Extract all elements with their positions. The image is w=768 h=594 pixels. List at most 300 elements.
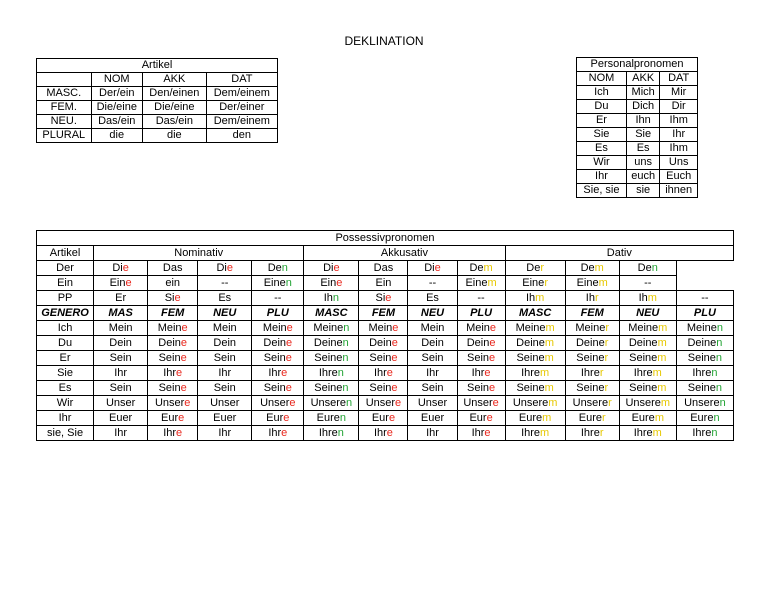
possessiv-cell xyxy=(619,426,676,441)
word-stem: sie, Sie xyxy=(47,426,84,439)
possessiv-cell xyxy=(94,366,148,381)
word-stem: NEU xyxy=(420,306,445,319)
colored-ending: n xyxy=(716,321,723,334)
word-stem: Seine xyxy=(629,381,658,394)
personal-cell: Ihr xyxy=(577,170,627,184)
possessiv-cell xyxy=(565,291,619,306)
colored-ending: r xyxy=(604,351,609,364)
possessiv-cell xyxy=(94,306,148,321)
possessiv-cell xyxy=(565,381,619,396)
word-stem: Ihr xyxy=(163,366,177,379)
word-stem: Unser xyxy=(105,396,136,409)
colored-ending: e xyxy=(285,381,292,394)
word-stem: Euer xyxy=(108,411,133,424)
possessiv-cell xyxy=(408,381,457,396)
personal-row xyxy=(577,156,698,170)
colored-ending: r xyxy=(605,321,610,334)
possessiv-cell xyxy=(408,276,457,291)
possessiv-cell xyxy=(619,411,676,426)
possessiv-cell xyxy=(148,291,198,306)
word-stem: Das xyxy=(373,261,394,274)
possessiv-cell xyxy=(304,366,359,381)
artikel-row xyxy=(37,101,278,115)
possessiv-row xyxy=(37,381,734,396)
possessiv-row xyxy=(37,426,734,441)
personal-cell: Ihn xyxy=(626,114,659,128)
word-stem: Der xyxy=(56,261,74,274)
word-stem: Sein xyxy=(466,351,490,364)
possessiv-cell xyxy=(148,306,198,321)
possessiv-cell xyxy=(252,336,304,351)
word-stem: Sein xyxy=(466,381,490,394)
word-stem: Sie xyxy=(57,366,73,379)
possessiv-cell xyxy=(148,396,198,411)
artikel-header-cell: NOM xyxy=(91,73,142,87)
possessiv-cell xyxy=(304,261,359,276)
personal-row xyxy=(577,142,698,156)
word-stem: De xyxy=(267,261,282,274)
colored-ending: n xyxy=(343,321,350,334)
personal-cell: uns xyxy=(626,156,659,170)
word-stem: Eine xyxy=(522,276,545,289)
word-stem: De xyxy=(526,261,541,274)
colored-ending: m xyxy=(658,321,668,334)
word-stem: Deine xyxy=(516,336,545,349)
personal-row xyxy=(577,86,698,100)
possessiv-cell xyxy=(457,411,505,426)
personal-row xyxy=(577,184,698,198)
personal-cell: Ich xyxy=(577,86,627,100)
word-stem: Ihre xyxy=(633,366,653,379)
possessiv-cell xyxy=(619,306,676,321)
word-stem: Eure xyxy=(631,411,655,424)
word-stem: Eur xyxy=(266,411,284,424)
colored-ending: e xyxy=(388,411,396,424)
personalpronomen-table xyxy=(576,57,698,198)
word-stem: Ihr xyxy=(114,366,128,379)
possessiv-cell xyxy=(359,426,408,441)
word-stem: Dein xyxy=(109,336,132,349)
possessiv-cell xyxy=(408,306,457,321)
colored-ending: e xyxy=(286,321,293,334)
possessiv-cell xyxy=(676,291,733,306)
possessiv-cell xyxy=(94,381,148,396)
colored-ending: e xyxy=(122,261,129,274)
word-stem: MAS xyxy=(108,306,133,319)
possessiv-cell xyxy=(565,396,619,411)
artikel-row-label: FEM. xyxy=(37,101,92,115)
word-stem: Seine xyxy=(516,351,545,364)
possessiv-cell xyxy=(252,396,304,411)
possessiv-cell xyxy=(619,336,676,351)
possessiv-cell xyxy=(148,366,198,381)
word-stem: Unser xyxy=(260,396,290,409)
word-stem: Ihr xyxy=(471,426,485,439)
colored-ending: m xyxy=(483,261,493,274)
possessiv-row-label xyxy=(37,276,94,291)
word-stem: Ihr xyxy=(218,366,232,379)
colored-ending: e xyxy=(391,336,398,349)
word-stem: Euer xyxy=(420,411,445,424)
colored-ending: m xyxy=(647,291,657,304)
possessiv-cell xyxy=(457,321,505,336)
possessiv-cell xyxy=(252,276,304,291)
word-stem: Ein xyxy=(320,276,337,289)
word-stem: Ihr xyxy=(268,426,282,439)
word-stem: Mein xyxy=(108,321,133,334)
word-stem: Eure xyxy=(578,411,602,424)
word-stem: Deine xyxy=(313,336,343,349)
possessiv-cell xyxy=(198,381,252,396)
possessiv-cell xyxy=(619,351,676,366)
colored-ending: m xyxy=(652,426,662,439)
word-stem: Mein xyxy=(212,321,237,334)
group-akkusativ: Akkusativ xyxy=(304,246,505,261)
word-stem: Deine xyxy=(575,336,605,349)
colored-ending: r xyxy=(594,291,599,304)
colored-ending: m xyxy=(544,336,555,349)
colored-ending: n xyxy=(342,351,349,364)
possessiv-cell xyxy=(304,396,359,411)
possessiv-row-label xyxy=(37,396,94,411)
personal-cell: euch xyxy=(626,170,659,184)
possessiv-cell xyxy=(565,261,619,276)
colored-ending: m xyxy=(594,261,604,274)
word-stem: Es xyxy=(426,291,439,304)
word-stem: Ein xyxy=(109,276,126,289)
possessiv-cell xyxy=(304,321,359,336)
word-stem: -- xyxy=(644,276,652,289)
word-stem: Unser xyxy=(463,396,493,409)
possessiv-cell xyxy=(359,396,408,411)
word-stem: Sein xyxy=(421,351,444,364)
possessiv-cell xyxy=(94,261,148,276)
word-stem: Eine xyxy=(576,276,599,289)
colored-ending: n xyxy=(339,411,347,424)
word-stem: Dein xyxy=(421,336,444,349)
word-stem: -- xyxy=(428,276,437,289)
personal-cell: Er xyxy=(577,114,627,128)
possessiv-cell xyxy=(252,306,304,321)
possessiv-cell xyxy=(94,291,148,306)
word-stem: Sein xyxy=(213,381,236,394)
possessiv-cell xyxy=(676,426,733,441)
possessiv-row xyxy=(37,336,734,351)
colored-ending: e xyxy=(281,426,288,439)
word-stem: Er xyxy=(59,351,71,364)
possessiv-cell xyxy=(359,306,408,321)
possessiv-cell xyxy=(457,291,505,306)
word-stem: Sein xyxy=(213,351,236,364)
personal-cell: Sie xyxy=(577,128,627,142)
possessiv-cell xyxy=(94,396,148,411)
colored-ending: n xyxy=(715,351,723,364)
colored-ending: m xyxy=(535,291,545,304)
colored-ending: e xyxy=(386,426,393,439)
possessiv-cell xyxy=(252,366,304,381)
colored-ending: m xyxy=(652,366,662,379)
possessiv-cell xyxy=(359,261,408,276)
colored-ending: r xyxy=(599,426,604,439)
word-stem: Eure xyxy=(690,411,714,424)
word-stem: Unser xyxy=(365,396,396,409)
possessiv-cell xyxy=(94,351,148,366)
colored-ending: e xyxy=(492,396,499,409)
possessiv-cell xyxy=(359,351,408,366)
artikel-row xyxy=(37,87,278,101)
possessiv-cell xyxy=(408,291,457,306)
colored-ending: r xyxy=(604,381,609,394)
colored-ending: m xyxy=(548,396,558,409)
word-stem: Dein xyxy=(158,336,181,349)
colored-ending: e xyxy=(281,366,288,379)
possessiv-cell xyxy=(94,426,148,441)
word-stem: Seine xyxy=(687,351,716,364)
possessiv-cell xyxy=(565,321,619,336)
possessiv-cell xyxy=(505,411,565,426)
colored-ending: r xyxy=(604,336,609,349)
word-stem: MASC xyxy=(315,306,348,319)
artikel-cell: Das/ein xyxy=(91,115,142,129)
possessiv-row xyxy=(37,276,734,291)
colored-ending: n xyxy=(337,366,344,379)
possessiv-cell xyxy=(619,276,676,291)
possessiv-cell xyxy=(565,306,619,321)
artikel-cell: Das/ein xyxy=(143,115,207,129)
word-stem: Eure xyxy=(518,411,543,424)
possessiv-row xyxy=(37,351,734,366)
personal-cell: Ihm xyxy=(660,114,698,128)
word-stem: Di xyxy=(112,261,123,274)
possessiv-cell xyxy=(198,351,252,366)
possessiv-cell xyxy=(676,351,733,366)
colored-ending: e xyxy=(181,321,188,334)
colored-ending: n xyxy=(711,426,718,439)
colored-ending: e xyxy=(286,336,293,349)
artikel-title: Artikel xyxy=(37,59,278,73)
possessiv-row xyxy=(37,306,734,321)
possessiv-cell xyxy=(359,336,408,351)
word-stem: Sein xyxy=(109,351,132,364)
artikel-row xyxy=(37,129,278,143)
colored-ending: e xyxy=(283,411,290,424)
colored-ending: e xyxy=(174,291,181,304)
possessiv-cell xyxy=(619,396,676,411)
colored-ending: m xyxy=(598,276,608,289)
word-stem: Eur xyxy=(371,411,389,424)
colored-ending: n xyxy=(332,291,340,304)
personal-row xyxy=(577,114,698,128)
colored-ending: n xyxy=(715,381,723,394)
personal-cell: Dir xyxy=(660,100,698,114)
artikel-cell: den xyxy=(206,129,277,143)
word-stem: Unsere xyxy=(512,396,549,409)
word-stem: Sein xyxy=(369,381,392,394)
possessiv-cell xyxy=(94,276,148,291)
possessiv-cell xyxy=(457,426,505,441)
colored-ending: e xyxy=(489,351,496,364)
colored-ending: e xyxy=(386,366,393,379)
colored-ending: r xyxy=(544,276,548,289)
word-stem: Unser xyxy=(154,396,185,409)
word-stem: FEM xyxy=(580,306,604,319)
possessiv-row-label xyxy=(37,411,94,426)
possessiv-cell xyxy=(457,396,505,411)
artikel-row-label: MASC. xyxy=(37,87,92,101)
possessiv-cell xyxy=(252,321,304,336)
possessiv-cell xyxy=(408,336,457,351)
word-stem: Deine xyxy=(687,336,717,349)
colored-ending: e xyxy=(285,351,292,364)
personal-cell: Uns xyxy=(660,156,698,170)
colored-ending: m xyxy=(544,351,554,364)
possessiv-cell xyxy=(304,381,359,396)
word-stem: Ihre xyxy=(318,366,338,379)
word-stem: PLU xyxy=(693,306,716,319)
possessiv-title: Possessivpronomen xyxy=(37,231,734,246)
word-stem: Meine xyxy=(686,321,717,334)
colored-ending: e xyxy=(336,276,343,289)
artikel-row xyxy=(37,115,278,129)
personal-cell: Mir xyxy=(660,86,698,100)
possessiv-cell xyxy=(565,336,619,351)
possessiv-cell xyxy=(148,336,198,351)
word-stem: Seine xyxy=(629,351,658,364)
word-stem: Ih xyxy=(585,291,595,304)
word-stem: Ihr xyxy=(114,426,128,439)
word-stem: Dein xyxy=(263,336,287,349)
possessiv-cell xyxy=(359,291,408,306)
personal-header-cell: NOM xyxy=(577,72,627,86)
possessiv-cell xyxy=(94,336,148,351)
word-stem: Er xyxy=(115,291,127,304)
word-stem: Ihre xyxy=(580,426,600,439)
word-stem: FEM xyxy=(161,306,185,319)
possessiv-cell xyxy=(619,321,676,336)
word-stem: Di xyxy=(323,261,334,274)
possessivpronomen-table xyxy=(36,230,734,441)
possessiv-cell xyxy=(505,426,565,441)
possessiv-cell xyxy=(252,411,304,426)
colored-ending: m xyxy=(544,381,554,394)
word-stem: Eine xyxy=(465,276,488,289)
colored-ending: e xyxy=(484,366,491,379)
word-stem: Ihr xyxy=(373,426,387,439)
word-stem: Es xyxy=(218,291,232,304)
word-stem: Unsere xyxy=(625,396,661,409)
possessiv-cell xyxy=(565,366,619,381)
word-stem: Mein xyxy=(262,321,287,334)
possessiv-cell xyxy=(408,366,457,381)
artikel-header-cell: AKK xyxy=(143,73,207,87)
word-stem: Ihr xyxy=(426,366,439,379)
personal-row xyxy=(577,100,698,114)
possessiv-cell xyxy=(676,306,733,321)
possessiv-cell xyxy=(304,411,359,426)
artikel-header-cell: DAT xyxy=(206,73,277,87)
word-stem: Ihre xyxy=(318,426,338,439)
word-stem: Ih xyxy=(323,291,333,304)
possessiv-cell xyxy=(505,291,565,306)
colored-ending: n xyxy=(342,381,349,394)
possessiv-row xyxy=(37,411,734,426)
word-stem: Sein xyxy=(158,351,181,364)
possessiv-cell xyxy=(505,336,565,351)
artikel-cell: Dem/einem xyxy=(206,87,277,101)
word-stem: GENERO xyxy=(41,306,89,319)
possessiv-row-label xyxy=(37,306,94,321)
word-stem: PLU xyxy=(266,306,289,319)
word-stem: Unser xyxy=(210,396,240,409)
colored-ending: n xyxy=(651,261,658,274)
possessiv-cell xyxy=(198,306,252,321)
colored-ending: m xyxy=(654,411,664,424)
possessiv-cell xyxy=(252,426,304,441)
word-stem: -- xyxy=(274,291,282,304)
possessiv-row-label xyxy=(37,291,94,306)
word-stem: Sein xyxy=(421,381,444,394)
possessiv-row xyxy=(37,396,734,411)
possessiv-cell xyxy=(198,336,252,351)
possessiv-cell xyxy=(148,261,198,276)
word-stem: Seine xyxy=(687,381,716,394)
colored-ending: n xyxy=(285,276,292,289)
artikel-row-label: NEU. xyxy=(37,115,92,129)
word-stem: Di xyxy=(216,261,227,274)
colored-ending: n xyxy=(711,366,718,379)
personal-cell: Es xyxy=(626,142,659,156)
possessiv-cell xyxy=(198,411,252,426)
personal-cell: Es xyxy=(577,142,627,156)
possessiv-cell xyxy=(565,411,619,426)
word-stem: Unsere xyxy=(572,396,609,409)
possessiv-cell xyxy=(148,351,198,366)
possessiv-cell xyxy=(619,381,676,396)
artikel-header-cell xyxy=(37,73,92,87)
possessiv-cell xyxy=(198,276,252,291)
group-dativ: Dativ xyxy=(505,246,733,261)
word-stem: Ein xyxy=(375,276,392,289)
personal-cell: Du xyxy=(577,100,627,114)
possessiv-cell xyxy=(148,411,198,426)
word-stem: -- xyxy=(477,291,485,304)
word-stem: Sein xyxy=(263,351,286,364)
colored-ending: r xyxy=(608,396,612,409)
possessiv-cell xyxy=(37,261,94,276)
possessiv-cell xyxy=(148,321,198,336)
personal-row xyxy=(577,170,698,184)
artikel-cell: Dem/einem xyxy=(206,115,277,129)
colored-ending: e xyxy=(176,366,183,379)
possessiv-row xyxy=(37,291,734,306)
possessiv-cell xyxy=(252,291,304,306)
possessiv-cell xyxy=(457,351,505,366)
possessiv-cell xyxy=(505,261,565,276)
word-stem: Wir xyxy=(56,396,74,409)
word-stem: Meine xyxy=(313,321,344,334)
colored-ending: e xyxy=(395,396,402,409)
personal-cell: ihnen xyxy=(660,184,698,198)
word-stem: Sein xyxy=(369,351,392,364)
word-stem: De xyxy=(580,261,595,274)
possessiv-row-label xyxy=(37,366,94,381)
word-stem: Seine xyxy=(576,381,605,394)
possessiv-cell xyxy=(457,366,505,381)
word-stem: Ihre xyxy=(692,426,712,439)
possessiv-cell xyxy=(457,276,505,291)
possessiv-cell xyxy=(505,396,565,411)
possessiv-cell xyxy=(252,381,304,396)
